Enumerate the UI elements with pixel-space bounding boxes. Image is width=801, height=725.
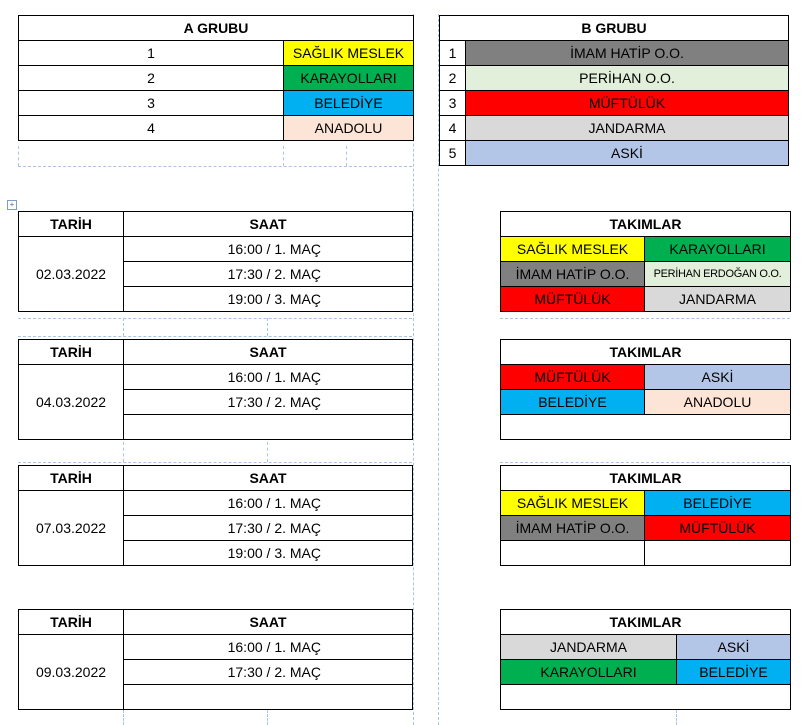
match-time: 17:30 / 2. MAÇ bbox=[124, 516, 413, 541]
group-a-team: BELEDİYE bbox=[284, 91, 414, 116]
schedule-teams-table bbox=[500, 465, 791, 566]
group-a-team: ANADOLU bbox=[284, 116, 414, 141]
schedule-date-time-table bbox=[18, 339, 413, 440]
teams-header: TAKIMLAR bbox=[501, 466, 791, 491]
time-header: SAAT bbox=[124, 340, 413, 365]
match-team-home: KARAYOLLARI bbox=[501, 660, 677, 685]
schedule-teams-table bbox=[500, 211, 791, 312]
group-b-team: JANDARMA bbox=[466, 116, 789, 141]
group-a-table bbox=[18, 15, 414, 141]
time-header: SAAT bbox=[124, 466, 413, 491]
match-team-home: MÜFTÜLÜK bbox=[501, 365, 645, 390]
date-header: TARİH bbox=[19, 212, 124, 237]
group-b-team: İMAM HATİP O.O. bbox=[466, 41, 789, 66]
empty-cell bbox=[501, 415, 791, 440]
match-date: 04.03.2022 bbox=[19, 365, 124, 440]
match-team-away: JANDARMA bbox=[645, 287, 791, 312]
schedule-date-time-table bbox=[18, 211, 413, 312]
gridline bbox=[267, 710, 268, 725]
gridline bbox=[267, 442, 268, 462]
group-a-num: 2 bbox=[19, 66, 284, 91]
time-header: SAAT bbox=[124, 212, 413, 237]
empty-cell bbox=[645, 541, 791, 566]
schedule-date-time-table bbox=[18, 609, 413, 710]
gridline bbox=[123, 318, 124, 336]
match-date: 09.03.2022 bbox=[19, 635, 124, 710]
match-team-away: BELEDİYE bbox=[677, 660, 791, 685]
gridline bbox=[18, 462, 412, 463]
match-time: 16:00 / 1. MAÇ bbox=[124, 237, 413, 262]
group-a-num: 4 bbox=[19, 116, 284, 141]
group-b-table bbox=[439, 15, 789, 166]
match-time: 16:00 / 1. MAÇ bbox=[124, 635, 413, 660]
match-time: 16:00 / 1. MAÇ bbox=[124, 365, 413, 390]
gridline bbox=[18, 336, 412, 337]
match-team-home: SAĞLIK MESLEK bbox=[501, 237, 645, 262]
group-b-num: 2 bbox=[440, 66, 466, 91]
date-header: TARİH bbox=[19, 610, 124, 635]
group-b-team: MÜFTÜLÜK bbox=[466, 91, 789, 116]
match-time: 17:30 / 2. MAÇ bbox=[124, 262, 413, 287]
gridline bbox=[283, 146, 284, 166]
match-team-away: ASKİ bbox=[677, 635, 791, 660]
teams-header: TAKIMLAR bbox=[501, 340, 791, 365]
gridline bbox=[123, 442, 124, 462]
group-a-team: KARAYOLLARI bbox=[284, 66, 414, 91]
match-team-home: BELEDİYE bbox=[501, 390, 645, 415]
group-b-team: ASKİ bbox=[466, 141, 789, 166]
group-a-num: 1 bbox=[19, 41, 284, 66]
match-team-home: SAĞLIK MESLEK bbox=[501, 491, 645, 516]
group-b-num: 4 bbox=[440, 116, 466, 141]
match-team-away: KARAYOLLARI bbox=[645, 237, 791, 262]
group-a-num: 3 bbox=[19, 91, 284, 116]
group-b-num: 5 bbox=[440, 141, 466, 166]
group-b-team: PERİHAN O.O. bbox=[466, 66, 789, 91]
group-b-num: 3 bbox=[440, 91, 466, 116]
gridline bbox=[267, 318, 268, 336]
gridline bbox=[500, 318, 790, 319]
empty-cell bbox=[124, 685, 413, 710]
match-time: 19:00 / 3. MAÇ bbox=[124, 541, 413, 566]
table-move-handle-icon[interactable]: + bbox=[7, 200, 17, 210]
match-team-away: ANADOLU bbox=[645, 390, 791, 415]
gridline bbox=[18, 166, 412, 167]
group-b-title: B GRUBU bbox=[440, 16, 789, 41]
match-time: 16:00 / 1. MAÇ bbox=[124, 491, 413, 516]
gridline bbox=[500, 462, 790, 463]
match-team-home: İMAM HATİP O.O. bbox=[501, 262, 645, 287]
date-header: TARİH bbox=[19, 340, 124, 365]
match-team-away: MÜFTÜLÜK bbox=[645, 516, 791, 541]
gridline bbox=[18, 146, 19, 166]
group-a-title: A GRUBU bbox=[19, 16, 414, 41]
schedule-teams-table bbox=[500, 339, 791, 440]
gridline bbox=[346, 146, 347, 166]
group-b-num: 1 bbox=[440, 41, 466, 66]
match-team-away: PERİHAN ERDOĞAN O.O. bbox=[645, 262, 791, 287]
teams-header: TAKIMLAR bbox=[501, 610, 791, 635]
match-time: 19:00 / 3. MAÇ bbox=[124, 287, 413, 312]
empty-cell bbox=[501, 541, 645, 566]
schedule-teams-table bbox=[500, 609, 791, 710]
gridline bbox=[676, 710, 677, 725]
match-team-away: ASKİ bbox=[645, 365, 791, 390]
teams-header: TAKIMLAR bbox=[501, 212, 791, 237]
match-time: 17:30 / 2. MAÇ bbox=[124, 390, 413, 415]
time-header: SAAT bbox=[124, 610, 413, 635]
date-header: TARİH bbox=[19, 466, 124, 491]
gridline bbox=[18, 318, 412, 319]
match-team-away: BELEDİYE bbox=[645, 491, 791, 516]
gridline bbox=[123, 710, 124, 725]
match-team-home: JANDARMA bbox=[501, 635, 677, 660]
match-team-home: MÜFTÜLÜK bbox=[501, 287, 645, 312]
empty-cell bbox=[124, 415, 413, 440]
match-date: 07.03.2022 bbox=[19, 491, 124, 566]
empty-cell bbox=[501, 685, 791, 710]
match-date: 02.03.2022 bbox=[19, 237, 124, 312]
schedule-date-time-table bbox=[18, 465, 413, 566]
match-team-home: İMAM HATİP O.O. bbox=[501, 516, 645, 541]
group-a-team: SAĞLIK MESLEK bbox=[284, 41, 414, 66]
match-time: 17:30 / 2. MAÇ bbox=[124, 660, 413, 685]
